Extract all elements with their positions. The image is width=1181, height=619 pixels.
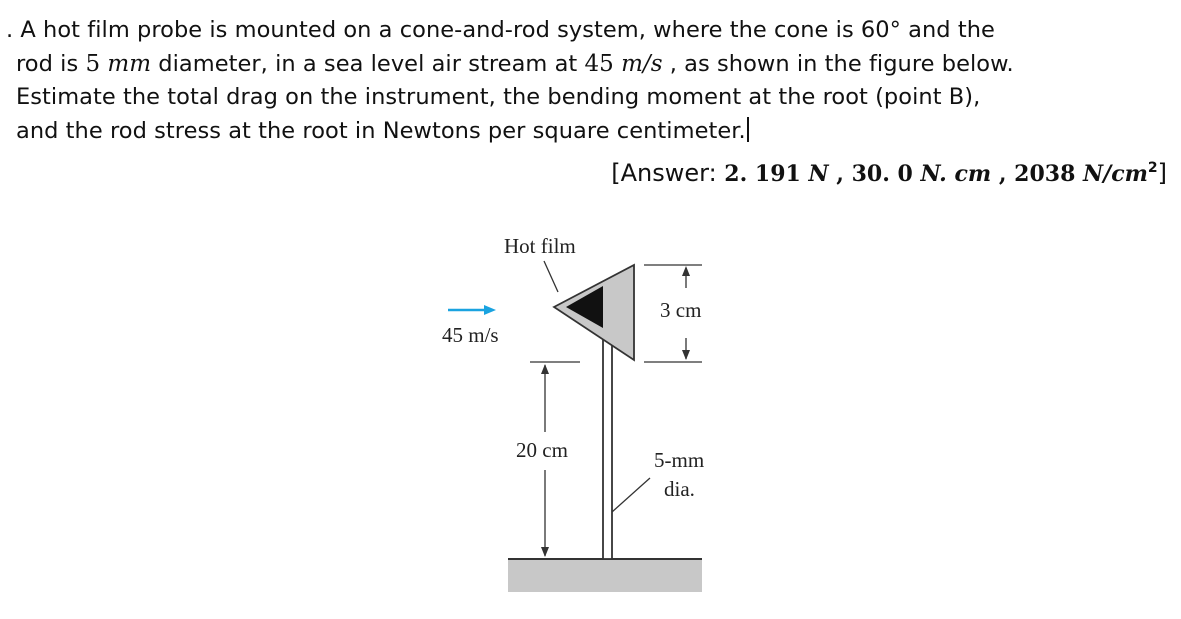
- moment-unit: N. cm: [920, 161, 992, 187]
- flow-arrow-icon: [484, 305, 496, 315]
- text-cursor: [747, 117, 749, 142]
- stress-exponent: 2: [1147, 160, 1158, 176]
- moment-value: 30. 0: [851, 161, 913, 187]
- answer-line: [Answer: 2. 191 N , 30. 0 N. cm , 2038 $N/cm^2$]: [611, 159, 1167, 187]
- rod-dia-label-2: dia.: [664, 477, 695, 501]
- air-speed-unit: m/s: [621, 50, 663, 77]
- problem-statement: [6, 14, 1166, 148]
- stress-value: 2038: [1014, 161, 1076, 187]
- problem-text: diameter, in a sea level air stream at: [151, 50, 585, 77]
- arrow-up-icon: [541, 364, 549, 374]
- rod-dia-leader: [612, 478, 650, 512]
- drag-unit: N: [808, 161, 829, 187]
- problem-line-4: [6, 115, 1166, 149]
- rod: [603, 340, 612, 559]
- speed-label: 45 m/s: [442, 323, 499, 347]
- air-speed-value: 45: [584, 50, 614, 77]
- cone-height-label: 3 cm: [660, 298, 702, 322]
- rod-dia-label-1: 5-mm: [654, 448, 705, 472]
- rod-diameter-unit: mm: [107, 50, 152, 77]
- arrow-down-icon: [682, 350, 690, 360]
- rod-diameter-value: 5: [85, 50, 101, 77]
- problem-line-1: . A hot film probe is mounted on a cone-and-rod system, where the cone is 60° and the: [6, 17, 995, 43]
- probe-figure: [420, 220, 720, 600]
- problem-line-2: [6, 48, 1166, 82]
- rod-length-label: 20 cm: [516, 438, 568, 462]
- arrow-down-icon: [541, 547, 549, 557]
- problem-text: and the rod stress at the root in Newtons per square centimeter.: [16, 117, 746, 144]
- problem-text: rod is: [16, 50, 86, 77]
- problem-line-3: Estimate the total drag on the instrument, the bending moment at the root (point B),: [16, 84, 981, 110]
- stress-unit: N/cm: [1083, 161, 1148, 187]
- ground: [508, 558, 702, 592]
- arrow-up-icon: [682, 266, 690, 276]
- answer-suffix: ]: [1157, 159, 1167, 187]
- drag-value: 2. 191: [724, 161, 801, 187]
- hot-film-label: Hot film: [504, 234, 576, 258]
- hot-film-leader: [544, 261, 558, 292]
- answer-prefix: [Answer:: [611, 159, 725, 187]
- problem-text: , as shown in the figure below.: [662, 50, 1014, 77]
